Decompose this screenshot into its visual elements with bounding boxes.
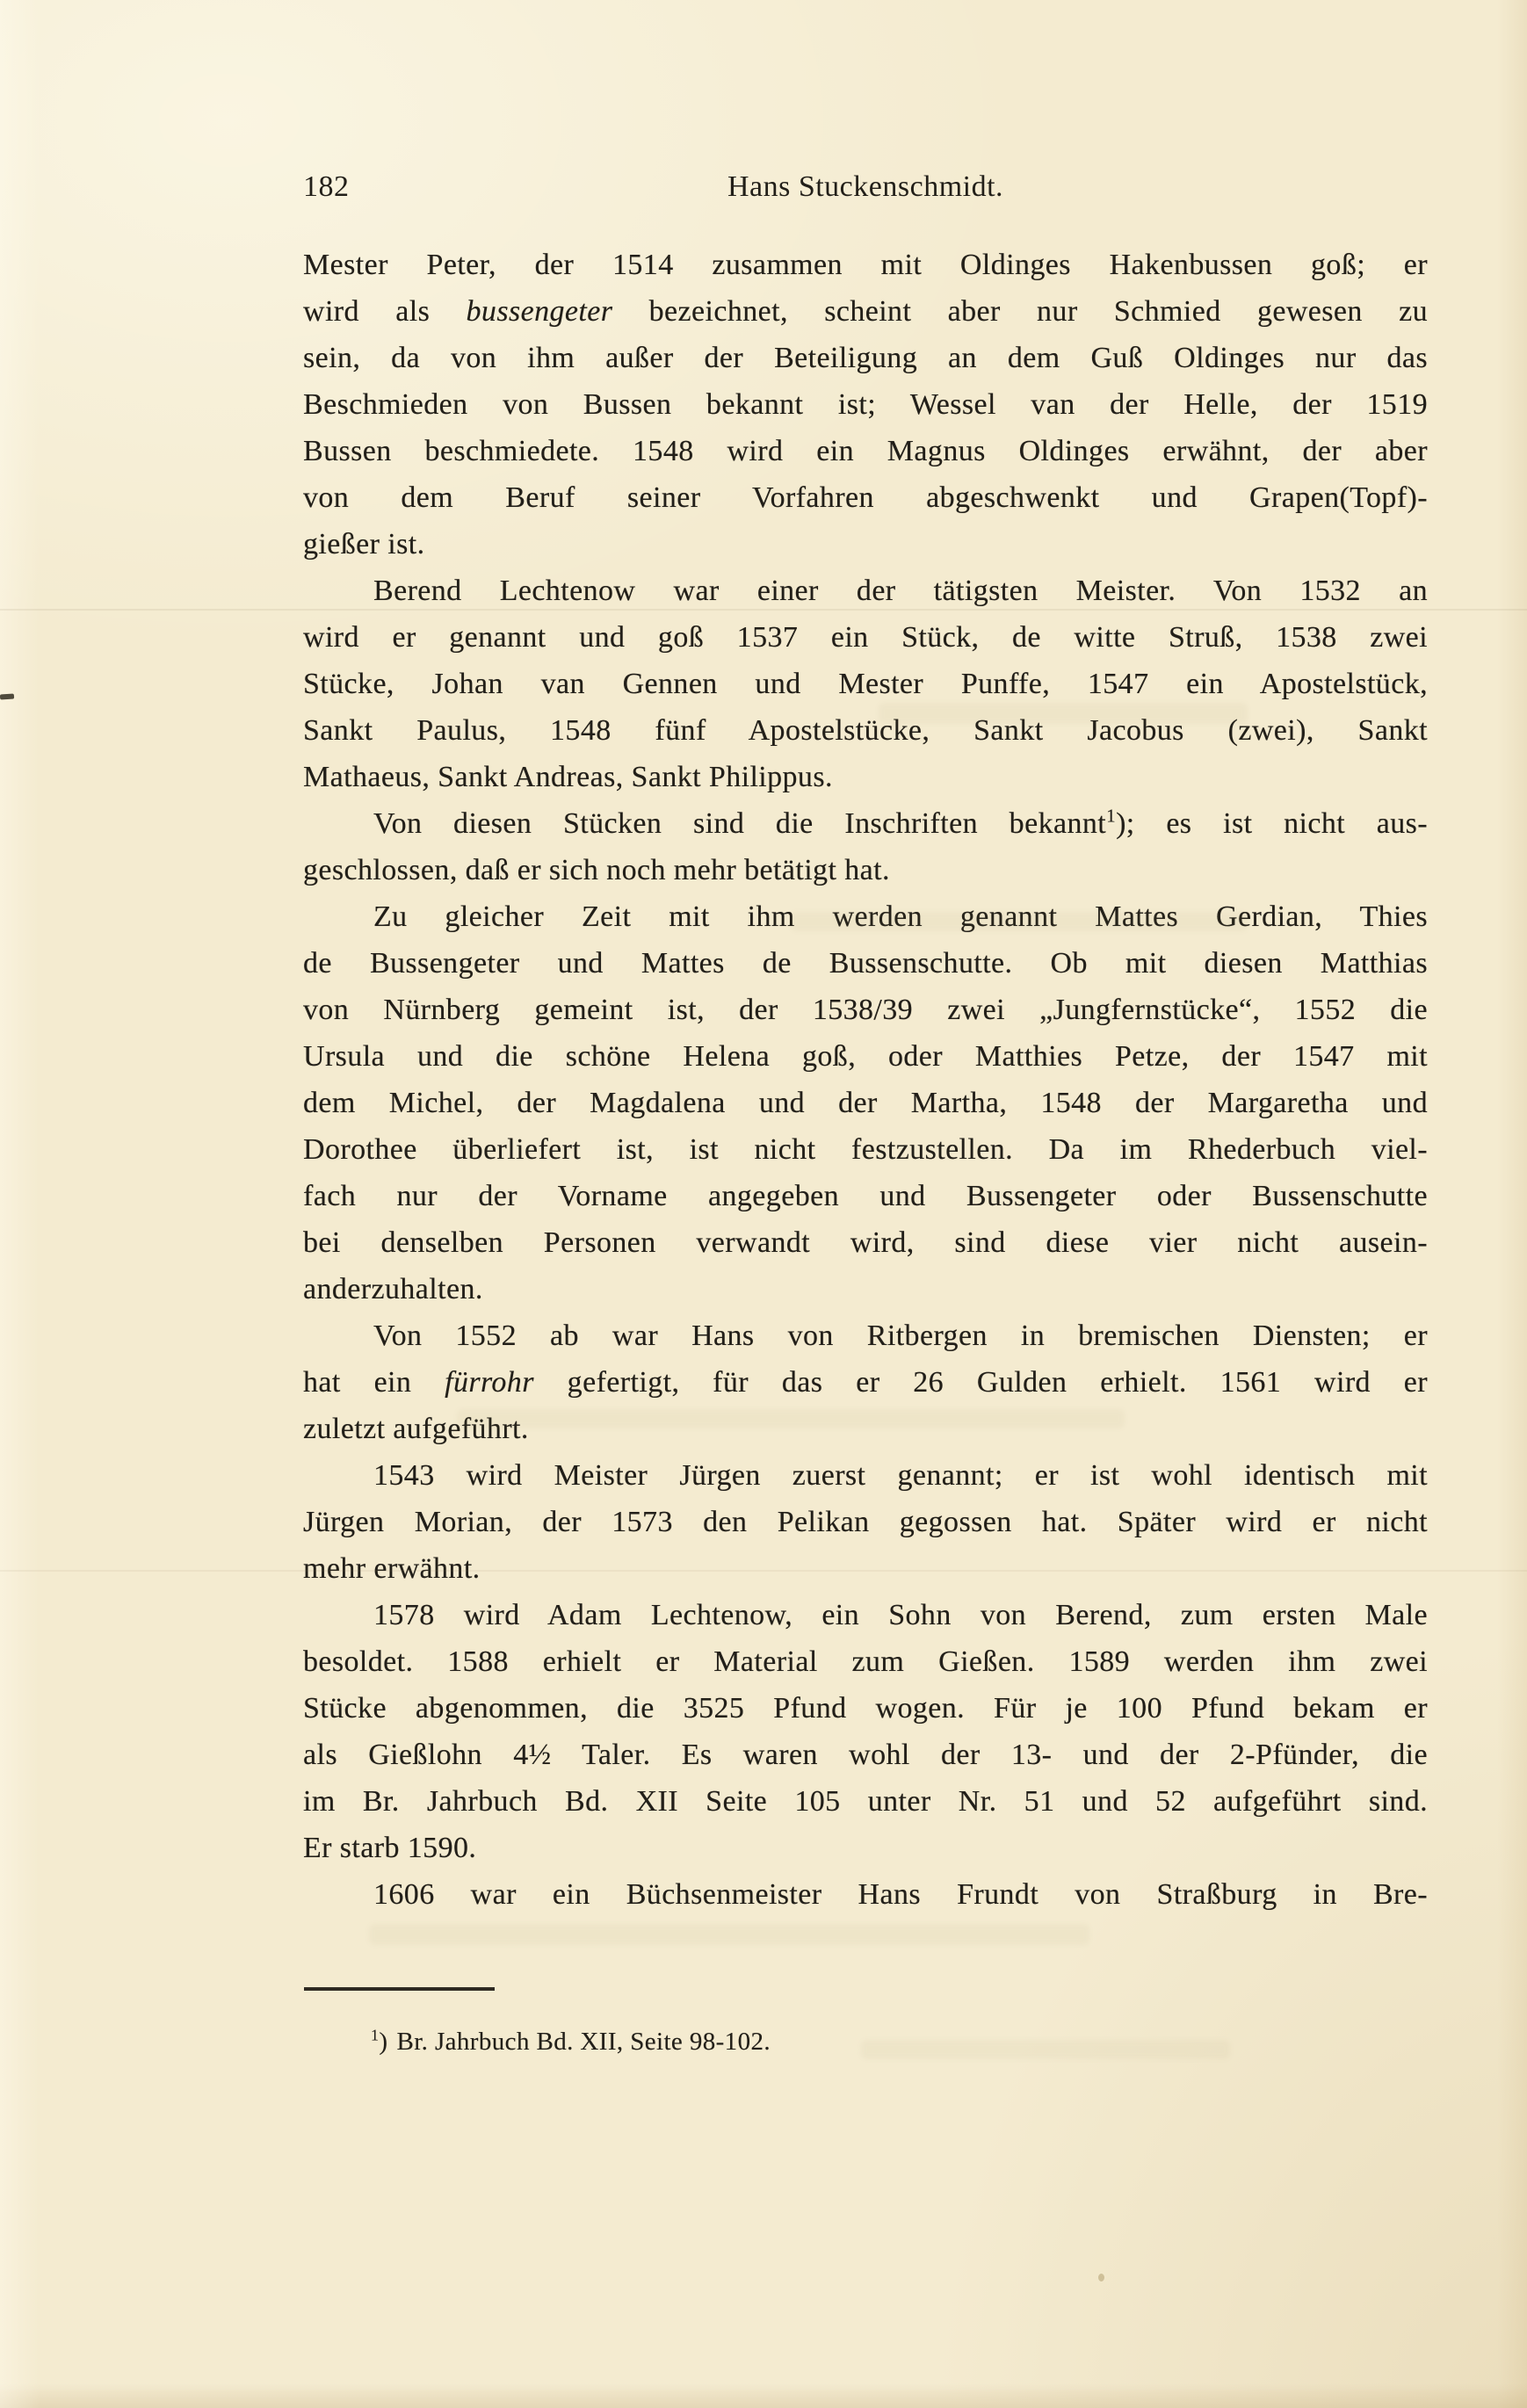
- text-line: [303, 335, 1428, 381]
- running-header-row: [303, 163, 1428, 210]
- text-segment: wird er genannt und goß 1537 ein Stück, de witte Struß, 1538 zwei: [303, 621, 1428, 654]
- text-segment: bezeichnet, scheint aber nur Schmied gewesen zu: [612, 295, 1428, 328]
- text-line: [303, 521, 1428, 568]
- text-line: [303, 242, 1428, 288]
- text-segment: geschlossen, daß er sich noch mehr betätigt hat.: [303, 854, 890, 886]
- text-line: [303, 754, 1428, 800]
- text-line: [303, 428, 1428, 474]
- text-segment: gefertigt, für das er 26 Gulden erhielt. 1561 wird er: [533, 1366, 1428, 1399]
- text-segment: Von 1552 ab war Hans von Ritbergen in bremischen Diensten; er: [373, 1320, 1428, 1352]
- text-line: [303, 661, 1428, 707]
- text-line: [303, 1312, 1428, 1359]
- text-line: [303, 381, 1428, 428]
- text-segment: ); es ist nicht aus-: [1116, 807, 1429, 840]
- text-line: [303, 1126, 1428, 1173]
- text-segment: Von diesen Stücken sind die Inschriften bekannt: [373, 807, 1107, 840]
- text-segment: Mathaeus, Sankt Andreas, Sankt Philippus.: [303, 761, 833, 793]
- text-line: [303, 800, 1428, 847]
- paragraph: [303, 568, 1428, 800]
- paper-crease: [0, 609, 1527, 611]
- text-line: [303, 1732, 1428, 1778]
- text-segment: Mester Peter, der 1514 zusammen mit Oldinges Hakenbussen goß; er: [303, 249, 1428, 281]
- body-text: [303, 242, 1428, 1918]
- ink-showthrough: [791, 912, 1248, 931]
- text-line: [303, 1219, 1428, 1266]
- text-line: [303, 1452, 1428, 1499]
- text-segment: anderzuhalten.: [303, 1273, 483, 1305]
- text-segment: von Nürnberg gemeint ist, der 1538/39 zwei „Jungfernstücke“, 1552 die: [303, 994, 1428, 1026]
- text-segment: im Br. Jahrbuch Bd. XII Seite 105 unter Nr. 51 und 52 aufgeführt sind.: [303, 1785, 1428, 1818]
- text-segment: de Bussengeter und Mattes de Bussenschutte. Ob mit diesen Matthias: [303, 947, 1428, 980]
- text-segment: zuletzt aufgeführt.: [303, 1413, 529, 1445]
- text-segment: Zu gleicher Zeit mit ihm werden genannt Mattes Gerdian, Thies: [373, 900, 1428, 933]
- text-segment: Berend Lechtenow war einer der tätigsten Meister. Von 1532 an: [373, 575, 1428, 607]
- text-line: [303, 1033, 1428, 1080]
- text-segment: Stücke, Johan van Gennen und Mester Punffe, 1547 ein Apostelstück,: [303, 668, 1428, 700]
- text-segment: hat ein: [303, 1366, 445, 1399]
- text-line: [303, 288, 1428, 335]
- text-line: [303, 1359, 1428, 1406]
- text-line: [303, 707, 1428, 754]
- italic-term: fürrohr: [445, 1366, 534, 1399]
- paper-speck: [1098, 2274, 1104, 2281]
- text-line: [303, 940, 1428, 987]
- text-line: [303, 1685, 1428, 1732]
- paragraph: [303, 1871, 1428, 1918]
- text-line: [303, 1266, 1428, 1312]
- text-segment: Ursula und die schöne Helena goß, oder Matthies Petze, der 1547 mit: [303, 1040, 1428, 1073]
- paragraph: [303, 1592, 1428, 1871]
- text-segment: dem Michel, der Magdalena und der Martha, 1548 der Margaretha und: [303, 1087, 1428, 1119]
- text-segment: fach nur der Vorname angegeben und Bussengeter oder Bussenschutte: [303, 1180, 1428, 1212]
- text-line: [303, 1778, 1428, 1825]
- paragraph: [303, 893, 1428, 1312]
- text-segment: 1543 wird Meister Jürgen zuerst genannt; er ist wohl identisch mit: [373, 1459, 1428, 1492]
- text-segment: Jürgen Morian, der 1573 den Pelikan gegossen hat. Später wird er nicht: [303, 1506, 1428, 1538]
- text-line: [303, 1499, 1428, 1545]
- footnote-separator-rule: [304, 1987, 495, 1991]
- text-line: [303, 1545, 1428, 1592]
- text-segment: sein, da von ihm außer der Beteiligung an dem Guß Oldinges nur das: [303, 342, 1428, 374]
- page-number: 182: [303, 170, 350, 203]
- footnote-reference: 1: [1106, 805, 1117, 827]
- text-line: [303, 474, 1428, 521]
- text-line: [303, 1080, 1428, 1126]
- footnote-marker: 1: [371, 2026, 380, 2044]
- paper-crease: [0, 1570, 1527, 1572]
- text-line: [303, 1173, 1428, 1219]
- italic-term: bussengeter: [466, 295, 613, 328]
- text-segment: Bussen beschmiedete. 1548 wird ein Magnus Oldinges erwähnt, der aber: [303, 435, 1428, 467]
- text-segment: besoldet. 1588 erhielt er Material zum Gießen. 1589 werden ihm zwei: [303, 1645, 1428, 1678]
- ink-showthrough: [457, 1409, 1125, 1428]
- text-segment: Sankt Paulus, 1548 fünf Apostelstücke, Sankt Jacobus (zwei), Sankt: [303, 714, 1428, 747]
- text-line: [303, 847, 1428, 893]
- scan-edge-mark: [0, 693, 14, 699]
- text-segment: gießer ist.: [303, 528, 425, 560]
- text-line: [303, 987, 1428, 1033]
- text-line: [303, 1638, 1428, 1685]
- text-line: [303, 1825, 1428, 1871]
- text-segment: bei denselben Personen verwandt wird, sind diese vier nicht ausein-: [303, 1226, 1428, 1259]
- text-line: [303, 1871, 1428, 1918]
- paragraph: [303, 800, 1428, 893]
- text-segment: von dem Beruf seiner Vorfahren abgeschwenkt und Grapen(Topf)-: [303, 481, 1428, 514]
- text-segment: mehr erwähnt.: [303, 1552, 481, 1585]
- text-segment: Beschmieden von Bussen bekannt ist; Wessel van der Helle, der 1519: [303, 388, 1428, 421]
- footnote-text: Br. Jahrbuch Bd. XII, Seite 98-102.: [396, 2028, 771, 2056]
- text-segment: 1578 wird Adam Lechtenow, ein Sohn von Berend, zum ersten Male: [373, 1599, 1428, 1631]
- text-segment: als Gießlohn 4½ Taler. Es waren wohl der 13- und der 2-Pfünder, die: [303, 1739, 1428, 1771]
- text-line: [303, 568, 1428, 614]
- text-line: [303, 1592, 1428, 1638]
- ink-showthrough: [861, 2040, 1230, 2059]
- text-segment: Stücke abgenommen, die 3525 Pfund wogen. Für je 100 Pfund bekam er: [303, 1692, 1428, 1725]
- text-line: [303, 614, 1428, 661]
- text-segment: 1606 war ein Büchsenmeister Hans Frundt von Straßburg in Bre-: [373, 1878, 1428, 1911]
- ink-showthrough: [369, 1924, 1089, 1945]
- footnote-marker-paren: ): [379, 2028, 388, 2056]
- paragraph: [303, 242, 1428, 568]
- text-segment: Er starb 1590.: [303, 1832, 477, 1864]
- text-segment: wird als: [303, 295, 467, 328]
- text-segment: Dorothee überliefert ist, ist nicht festzustellen. Da im Rhederbuch viel-: [303, 1133, 1428, 1166]
- paragraph: [303, 1312, 1428, 1452]
- running-header-title: Hans Stuckenschmidt.: [727, 170, 1004, 203]
- ink-showthrough: [879, 703, 1248, 724]
